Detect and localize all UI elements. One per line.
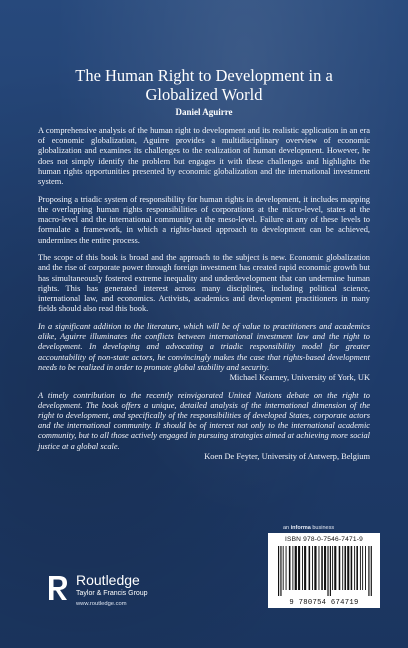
book-title	[0, 66, 408, 104]
publisher-name: Routledge	[76, 572, 140, 588]
barcode-bar	[304, 546, 306, 590]
review-quote-1: In a significant addition to the literature, which will be of value to practitioners and academics alike, Aguirre illuminates the conflicts between international investment law and the right to development. In developing and advocating a triadic responsibility model for greater accountability of non-state actors, he convincingly makes the case that rights-based development needs to be realized in order to promote global stability and security.	[38, 321, 370, 372]
barcode-bar	[360, 546, 361, 590]
barcode-bar	[286, 546, 287, 590]
review-attribution-1: Michael Kearney, University of York, UK	[229, 372, 370, 382]
barcode-box	[268, 533, 380, 608]
barcode-bar	[292, 546, 293, 590]
barcode-bar	[295, 546, 297, 590]
barcode-bar	[283, 546, 284, 590]
publisher-url: www.routledge.com	[76, 601, 127, 607]
blurb	[38, 126, 370, 470]
barcode-bar	[298, 546, 300, 590]
description-paragraph-1: A comprehensive analysis of the human right to development and its realistic application in an era of economic globalization, Aguirre provides a multidisciplinary overview of economic globalization and examines its challenges to the realization of human development. However, he does not simply identify the problem but engages it with these challenges and highlights the human rights opportunities presented by economic globalization and the international investment system.	[38, 126, 370, 187]
barcode-bar	[312, 546, 313, 590]
barcode-bar	[339, 546, 341, 590]
barcode-number: 9 780754 674719	[289, 599, 359, 607]
barcode-bar	[319, 546, 320, 590]
barcode-bar	[354, 546, 355, 590]
barcode-bar	[280, 546, 281, 596]
barcode-bar	[332, 546, 333, 590]
barcode-bar	[302, 546, 303, 590]
review-attribution-2: Koen De Feyter, University of Antwerp, Belgium	[204, 451, 370, 461]
description-paragraph-2: Proposing a triadic system of responsibility for human rights in development, it includes mapping the overlapping human rights responsibilities of corporations at the micro-level, states at the macro-level and the international community at the meso-level. Failure at any of these levels to formulate a framework, in which a rights-based approach to development can be achieved, undermines the entire process.	[38, 194, 370, 245]
barcode-bar	[342, 546, 343, 590]
informa-brand: informa	[290, 525, 311, 531]
barcode-bar	[362, 546, 363, 590]
barcode-bar	[324, 546, 326, 590]
title-block	[0, 66, 408, 117]
barcode-bar	[351, 546, 353, 590]
barcode-bar	[309, 546, 311, 590]
barcode-bar	[330, 546, 331, 596]
routledge-r-icon	[46, 574, 70, 602]
publisher-group: Taylor & Francis Group	[76, 590, 148, 597]
barcode-bar	[289, 546, 291, 590]
barcode-icon	[278, 546, 372, 596]
title-line-1: The Human Right to Development in a	[75, 66, 333, 85]
title-line-2: Globalized World	[145, 85, 263, 104]
review-quote-2: A timely contribution to the recently reinvigorated United Nations debate on the right to development. The book offers a unique, detailed analysis of the international dimension of the right to development, and specifically of the responsibilities of developed States, corporate actors and the international community. It should be of interest not only to the international academic community, but to all those actively engaged in pursuing strategies aimed at achieving more social justice at a global scale.	[38, 390, 370, 451]
barcode-bar	[334, 546, 336, 590]
book-author: Daniel Aguirre	[175, 107, 233, 117]
barcode-bar	[347, 546, 349, 590]
barcode-bar	[278, 546, 279, 596]
barcode-bar	[368, 546, 369, 596]
isbn-text: ISBN 978-0-7546-7471-9	[284, 536, 364, 543]
description-paragraph-3: The scope of this book is broad and the approach to the subject is new. Economic globalization and the rise of corporate power through foreign investment has created rapid economic growth but has simultaneously fostered extreme inequality and underdevelopment that can undermine human rights. This has generated interest across many disciplines, including political science, international law, and economics. Activists, academics and development practitioners in many fields should also read this book.	[38, 253, 370, 314]
barcode-bar	[365, 546, 366, 590]
barcode-bar	[327, 546, 328, 596]
informa-imprint: an informa business	[283, 525, 335, 531]
barcode-bar	[314, 546, 316, 590]
barcode-bar	[344, 546, 346, 590]
barcode-bar	[371, 546, 372, 596]
barcode-bar	[321, 546, 323, 590]
barcode-bar	[356, 546, 358, 590]
